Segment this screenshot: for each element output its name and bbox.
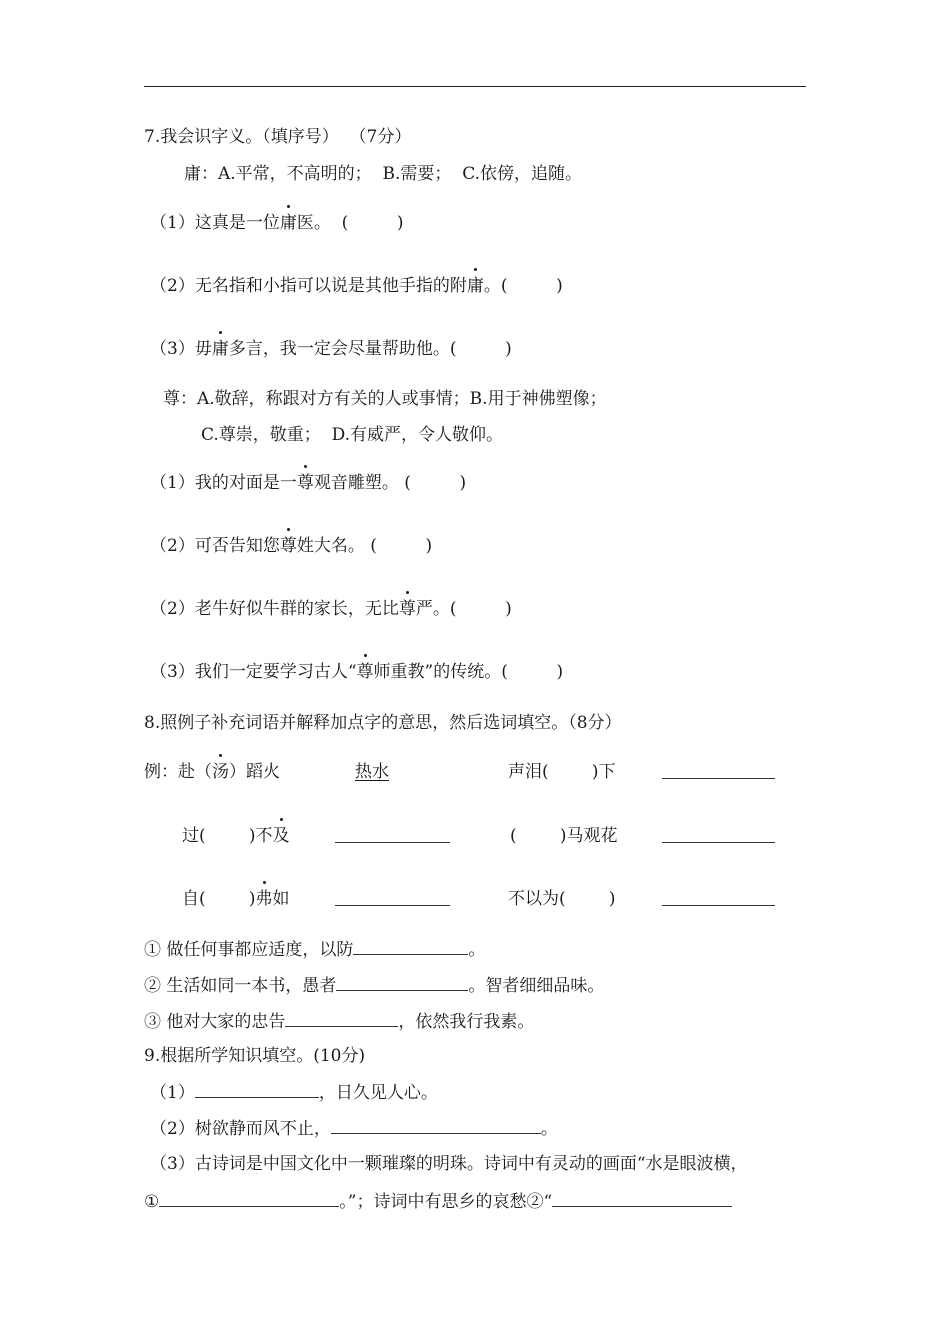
emphasis-char: 庸 <box>466 276 484 296</box>
q7-yong-definitions: 庸：A.平常，不高明的； B.需要； C.依傍，追随。 <box>184 164 582 184</box>
emphasis-char: 及 <box>272 826 290 846</box>
q7-title: 7.我会识字义。（填序号） （7分） <box>144 127 412 147</box>
q7-yong-item-3: （3）毋庸多言，我一定会尽量帮助他。( ) <box>150 339 512 359</box>
emphasis-char: 尊 <box>356 662 374 682</box>
q7-zun-item-1: （1）我的对面是一尊观音雕塑。 ( ) <box>150 473 467 493</box>
q8-sentence-1: ① 做任何事都应适度，以防 。 <box>144 940 486 960</box>
emphasis-char: 汤 <box>212 762 229 782</box>
q8-idiom-4: 自( )弗如 <box>182 889 290 909</box>
header-rule <box>144 86 806 87</box>
q8-idiom-2: 过( )不及 <box>182 826 290 846</box>
q7-zun-item-4: （3）我们一定要学习古人“尊师重教”的传统。( ) <box>150 662 564 682</box>
q7-zun-item-2: （2）可否告知您尊姓大名。 ( ) <box>150 536 433 556</box>
answer-blank[interactable] <box>662 889 775 906</box>
answer-blank[interactable] <box>331 1117 541 1134</box>
emphasis-char: 弗 <box>255 889 273 909</box>
q8-idiom-5: 不以为( ) <box>508 889 616 909</box>
answer-blank[interactable] <box>336 974 468 991</box>
q7-zun-definitions-cont: C.尊崇，敬重； D.有威严，令人敬仰。 <box>201 425 504 445</box>
q8-example-answer: 热水 <box>355 762 389 782</box>
emphasis-char: 尊 <box>279 536 297 556</box>
q7-yong-item-2: （2）无名指和小指可以说是其他手指的附庸。( ) <box>150 276 563 296</box>
q8-sentence-2: ② 生活如同一本书，愚者 。智者细细品味。 <box>144 976 605 996</box>
q8-idiom-1: 声泪( )下 <box>508 762 616 782</box>
answer-blank[interactable] <box>159 1190 339 1207</box>
q9-line-2: （2）树欲静而风不止， 。 <box>150 1119 558 1139</box>
answer-blank[interactable] <box>335 826 450 843</box>
answer-blank[interactable] <box>195 1081 319 1098</box>
q7-zun-definitions: 尊：A.敬辞，称跟对方有关的人或事情；B.用于神佛塑像； <box>163 389 607 409</box>
answer-blank[interactable] <box>285 1010 398 1027</box>
q8-example: 例：赴（汤）蹈火 <box>144 762 280 782</box>
q7-zun-item-3: （2）老牛好似牛群的家长，无比尊严。( ) <box>150 599 512 619</box>
q8-title: 8.照例子补充词语并解释加点字的意思，然后选词填空。（8分） <box>144 713 622 733</box>
answer-blank[interactable] <box>335 889 450 906</box>
emphasis-char: 庸 <box>211 339 229 359</box>
emphasis-char: 尊 <box>398 599 416 619</box>
answer-blank[interactable] <box>662 762 775 779</box>
answer-blank[interactable] <box>552 1190 732 1207</box>
emphasis-char: 庸 <box>279 213 297 233</box>
q9-line-4: ① 。”；诗词中有思乡的哀愁②“ <box>144 1190 732 1213</box>
emphasis-char: 尊 <box>296 473 314 493</box>
q8-sentence-3: ③ 他对大家的忠告 ，依然我行我素。 <box>144 1012 535 1032</box>
q7-yong-item-1: （1）这真是一位庸医。 ( ) <box>150 213 404 233</box>
answer-blank[interactable] <box>662 826 775 843</box>
answer-blank[interactable] <box>353 938 468 955</box>
q9-line-3: （3）古诗词是中国文化中一颗璀璨的明珠。诗词中有灵动的画面“水是眼波横， <box>150 1154 748 1174</box>
q9-line-1: （1） ，日久见人心。 <box>150 1083 438 1103</box>
q8-idiom-3: ( )马观花 <box>510 826 618 846</box>
q9-title: 9.根据所学知识填空。(10分) <box>144 1046 366 1066</box>
